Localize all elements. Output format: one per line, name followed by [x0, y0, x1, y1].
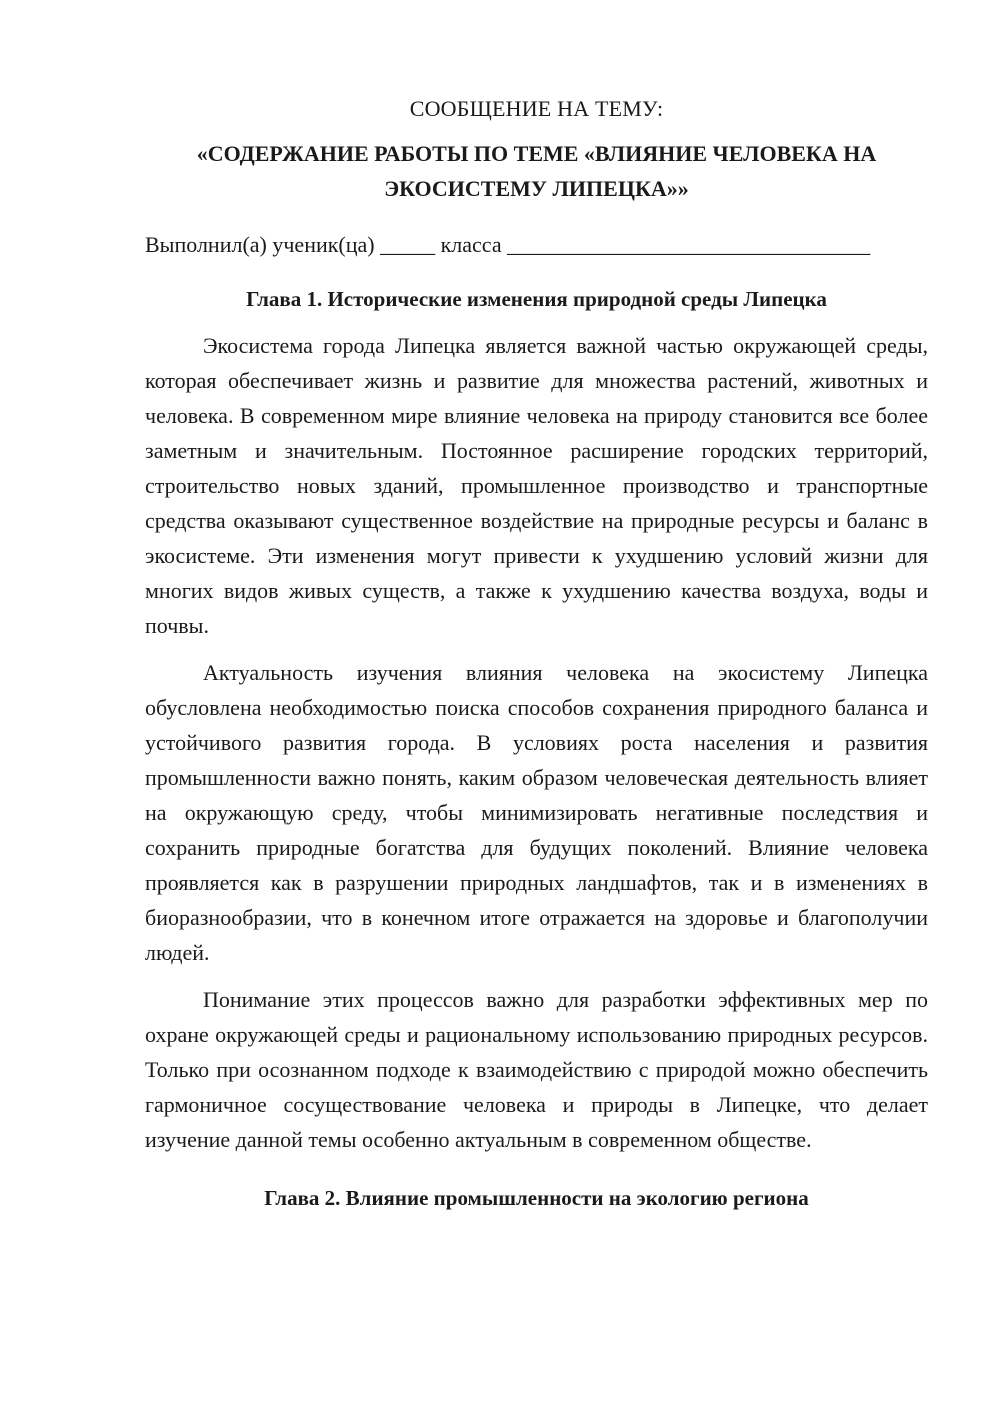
document-page	[145, 92, 928, 1227]
chapter-1-paragraph-3: Понимание этих процессов важно для разработки эффективных мер по охране окружающей среды и рациональному использованию природных ресурсов. Только при осознанном подходе к взаимодействию с природой можно обеспечить гармоничное сосуществование человека и природы в Липецке, что делает изучение данной темы особенно актуальным в современном обществе.	[145, 987, 928, 1152]
chapter-1-heading: Глава 1. Исторические изменения природной среды Липецка	[246, 287, 827, 311]
chapter-1	[145, 282, 928, 1157]
chapter-1-paragraph-2: Актуальность изучения влияния человека на экосистему Липецка обусловлена необходимостью поиска способов сохранения природного баланса и устойчивого развития города. В условиях роста населения и развития промышленности важно понять, каким образом человеческая деятельность влияет на окружающую среду, чтобы минимизировать негативные последствия и сохранить природные богатства для будущих поколений. Влияние человека проявляется как в разрушении природных ландшафтов, так и в изменениях в биоразнообразии, что в конечном итоге отражается на здоровье и благополучии людей.	[145, 660, 928, 965]
chapter-1-paragraph-1: Экосистема города Липецка является важной частью окружающей среды, которая обеспечивает жизнь и развитие для множества растений, животных и человека. В современном мире влияние человека на природу становится все более заметным и значительным. Постоянное расширение городских территорий, строительство новых зданий, промышленное производство и транспортные средства оказывают существенное воздействие на природные ресурсы и баланс в экосистеме. Эти изменения могут привести к ухудшению условий жизни для многих видов живых существ, а также к ухудшению качества воздуха, воды и почвы.	[145, 333, 928, 638]
author-line: Выполнил(а) ученик(ца) _____ класса _________________________________	[145, 232, 871, 257]
chapter-2	[145, 1181, 928, 1215]
document-title: «СОДЕРЖАНИЕ РАБОТЫ ПО ТЕМЕ «ВЛИЯНИЕ ЧЕЛОВЕКА НА ЭКОСИСТЕМУ ЛИПЕЦКА»»	[196, 141, 877, 201]
topic-label: СООБЩЕНИЕ НА ТЕМУ:	[409, 96, 664, 121]
chapter-2-heading: Глава 2. Влияние промышленности на экологию региона	[264, 1186, 809, 1210]
